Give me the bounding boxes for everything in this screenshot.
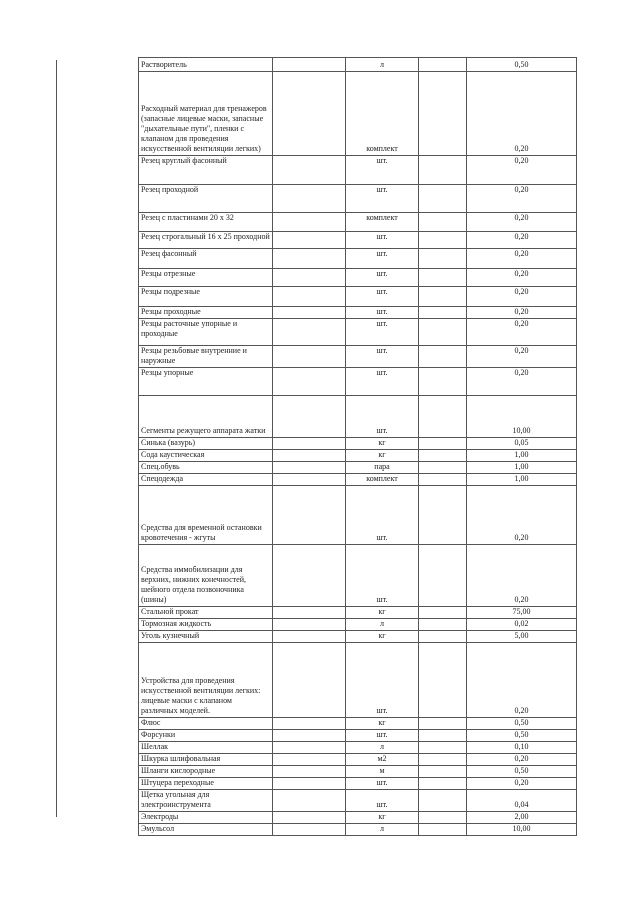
empty-cell: [273, 754, 346, 766]
quantity-cell: 0,50: [467, 766, 577, 778]
material-name-cell: Штуцера переходные: [139, 778, 273, 790]
table-row: [139, 824, 577, 836]
empty-cell: [273, 72, 346, 156]
table-row: [139, 368, 577, 396]
quantity-cell: 0,50: [467, 58, 577, 72]
unit-cell: шт.: [346, 778, 419, 790]
empty-cell: [273, 213, 346, 232]
unit-cell: л: [346, 619, 419, 631]
empty-cell: [273, 742, 346, 754]
table-row: [139, 742, 577, 754]
empty-cell: [273, 824, 346, 836]
unit-cell: шт.: [346, 307, 419, 319]
empty-cell: [273, 486, 346, 545]
unit-cell: шт.: [346, 486, 419, 545]
quantity-cell: 0,20: [467, 545, 577, 607]
empty-cell: [273, 607, 346, 619]
empty-cell: [273, 474, 346, 486]
empty-cell: [273, 185, 346, 213]
empty-cell: [419, 249, 467, 269]
quantity-cell: 0,10: [467, 742, 577, 754]
quantity-cell: 0,20: [467, 185, 577, 213]
empty-cell: [273, 778, 346, 790]
unit-cell: кг: [346, 607, 419, 619]
quantity-cell: 0,20: [467, 346, 577, 368]
empty-cell: [419, 824, 467, 836]
quantity-cell: 0,20: [467, 213, 577, 232]
quantity-cell: 0,20: [467, 72, 577, 156]
empty-cell: [273, 58, 346, 72]
unit-cell: шт.: [346, 396, 419, 438]
table-row: [139, 450, 577, 462]
material-name-cell: Резцы расточные упорные и проходные: [139, 319, 273, 346]
empty-cell: [419, 790, 467, 812]
table-row: [139, 72, 577, 156]
empty-cell: [419, 545, 467, 607]
material-name-cell: Резцы отрезные: [139, 269, 273, 287]
empty-cell: [419, 462, 467, 474]
table-row: [139, 185, 577, 213]
quantity-cell: 0,20: [467, 368, 577, 396]
empty-cell: [419, 474, 467, 486]
material-name-cell: Резец фасонный: [139, 249, 273, 269]
empty-cell: [419, 450, 467, 462]
table-row: [139, 778, 577, 790]
unit-cell: л: [346, 58, 419, 72]
empty-cell: [419, 287, 467, 307]
empty-cell: [273, 643, 346, 718]
table-row: [139, 319, 577, 346]
material-name-cell: Резцы резьбовые внутренние и наружные: [139, 346, 273, 368]
empty-cell: [419, 58, 467, 72]
empty-cell: [419, 346, 467, 368]
table-row: [139, 213, 577, 232]
table-row: [139, 718, 577, 730]
unit-cell: шт.: [346, 368, 419, 396]
unit-cell: шт.: [346, 287, 419, 307]
quantity-cell: 0,20: [467, 486, 577, 545]
table-row: [139, 486, 577, 545]
unit-cell: шт.: [346, 156, 419, 185]
empty-cell: [273, 249, 346, 269]
table-row: [139, 766, 577, 778]
empty-cell: [273, 790, 346, 812]
table-row: [139, 156, 577, 185]
material-name-cell: Резец строгальный 16 х 25 проходной: [139, 232, 273, 249]
quantity-cell: 75,00: [467, 607, 577, 619]
empty-cell: [419, 766, 467, 778]
material-name-cell: Стальной прокат: [139, 607, 273, 619]
table-row: [139, 58, 577, 72]
material-name-cell: Резец проходной: [139, 185, 273, 213]
material-name-cell: Флюс: [139, 718, 273, 730]
quantity-cell: 0,20: [467, 249, 577, 269]
table-row: [139, 790, 577, 812]
materials-table-body: [139, 58, 577, 836]
table-row: [139, 474, 577, 486]
quantity-cell: 0,20: [467, 156, 577, 185]
material-name-cell: Шеллак: [139, 742, 273, 754]
unit-cell: шт.: [346, 790, 419, 812]
material-name-cell: Резец с пластинами 20 х 32: [139, 213, 273, 232]
table-row: [139, 607, 577, 619]
empty-cell: [419, 778, 467, 790]
empty-cell: [273, 718, 346, 730]
unit-cell: кг: [346, 450, 419, 462]
unit-cell: шт.: [346, 232, 419, 249]
quantity-cell: 0,20: [467, 232, 577, 249]
quantity-cell: 0,04: [467, 790, 577, 812]
unit-cell: шт.: [346, 185, 419, 213]
table-row: [139, 287, 577, 307]
table-row: [139, 631, 577, 643]
page-margin-line: [56, 60, 57, 817]
unit-cell: комплект: [346, 213, 419, 232]
quantity-cell: 2,00: [467, 812, 577, 824]
table-row: [139, 619, 577, 631]
unit-cell: л: [346, 824, 419, 836]
empty-cell: [419, 319, 467, 346]
empty-cell: [419, 307, 467, 319]
material-name-cell: Шланги кислородные: [139, 766, 273, 778]
unit-cell: шт.: [346, 269, 419, 287]
empty-cell: [273, 545, 346, 607]
empty-cell: [419, 72, 467, 156]
quantity-cell: 5,00: [467, 631, 577, 643]
quantity-cell: 0,02: [467, 619, 577, 631]
unit-cell: шт.: [346, 319, 419, 346]
empty-cell: [273, 450, 346, 462]
empty-cell: [273, 319, 346, 346]
material-name-cell: Сегменты режущего аппарата жатки: [139, 396, 273, 438]
quantity-cell: 0,50: [467, 730, 577, 742]
quantity-cell: 0,20: [467, 307, 577, 319]
empty-cell: [273, 156, 346, 185]
materials-table: [138, 57, 577, 836]
material-name-cell: Шкурка шлифовальная: [139, 754, 273, 766]
quantity-cell: 0,20: [467, 643, 577, 718]
unit-cell: кг: [346, 718, 419, 730]
empty-cell: [419, 396, 467, 438]
unit-cell: комплект: [346, 474, 419, 486]
empty-cell: [273, 307, 346, 319]
unit-cell: шт.: [346, 545, 419, 607]
empty-cell: [419, 730, 467, 742]
empty-cell: [419, 232, 467, 249]
unit-cell: кг: [346, 812, 419, 824]
material-name-cell: Спецодежда: [139, 474, 273, 486]
unit-cell: шт.: [346, 730, 419, 742]
material-name-cell: Форсунки: [139, 730, 273, 742]
quantity-cell: 0,20: [467, 269, 577, 287]
unit-cell: комплект: [346, 72, 419, 156]
table-row: [139, 269, 577, 287]
material-name-cell: Резцы подрезные: [139, 287, 273, 307]
quantity-cell: 0,20: [467, 778, 577, 790]
table-row: [139, 232, 577, 249]
quantity-cell: 0,20: [467, 287, 577, 307]
empty-cell: [273, 438, 346, 450]
quantity-cell: 0,50: [467, 718, 577, 730]
material-name-cell: Синька (вазурь): [139, 438, 273, 450]
material-name-cell: Резцы проходные: [139, 307, 273, 319]
quantity-cell: 10,00: [467, 396, 577, 438]
empty-cell: [419, 631, 467, 643]
table-row: [139, 462, 577, 474]
empty-cell: [419, 742, 467, 754]
unit-cell: шт.: [346, 249, 419, 269]
empty-cell: [273, 269, 346, 287]
material-name-cell: Уголь кузнечный: [139, 631, 273, 643]
quantity-cell: 1,00: [467, 474, 577, 486]
table-row: [139, 249, 577, 269]
material-name-cell: Тормозная жидкость: [139, 619, 273, 631]
unit-cell: шт.: [346, 346, 419, 368]
quantity-cell: 1,00: [467, 462, 577, 474]
empty-cell: [419, 185, 467, 213]
material-name-cell: Средства для временной остановки кровотечения - жгуты: [139, 486, 273, 545]
unit-cell: пара: [346, 462, 419, 474]
quantity-cell: 1,00: [467, 450, 577, 462]
quantity-cell: 0,20: [467, 319, 577, 346]
empty-cell: [419, 718, 467, 730]
unit-cell: кг: [346, 438, 419, 450]
quantity-cell: 0,20: [467, 754, 577, 766]
table-row: [139, 438, 577, 450]
table-row: [139, 346, 577, 368]
empty-cell: [273, 396, 346, 438]
material-name-cell: Расходный материал для тренажеров (запасные лицевые маски, запасные "дыхательные пути", пленки с клапаном для проведения искусственной вентиляции легких): [139, 72, 273, 156]
empty-cell: [419, 619, 467, 631]
empty-cell: [419, 213, 467, 232]
empty-cell: [273, 287, 346, 307]
material-name-cell: Средства иммобилизации для верхних, нижних конечностей, шейного отдела позвоночника (шины): [139, 545, 273, 607]
empty-cell: [273, 462, 346, 474]
table-row: [139, 730, 577, 742]
empty-cell: [273, 619, 346, 631]
table-row: [139, 812, 577, 824]
quantity-cell: 0,05: [467, 438, 577, 450]
empty-cell: [419, 438, 467, 450]
material-name-cell: Электроды: [139, 812, 273, 824]
empty-cell: [419, 368, 467, 396]
table-row: [139, 545, 577, 607]
empty-cell: [419, 812, 467, 824]
unit-cell: шт.: [346, 643, 419, 718]
table-row: [139, 643, 577, 718]
empty-cell: [419, 754, 467, 766]
unit-cell: м: [346, 766, 419, 778]
empty-cell: [419, 607, 467, 619]
empty-cell: [273, 346, 346, 368]
material-name-cell: Спец.обувь: [139, 462, 273, 474]
empty-cell: [273, 232, 346, 249]
material-name-cell: Растворитель: [139, 58, 273, 72]
empty-cell: [273, 368, 346, 396]
empty-cell: [419, 269, 467, 287]
empty-cell: [419, 156, 467, 185]
material-name-cell: Щетка угольная для электроинструмента: [139, 790, 273, 812]
unit-cell: кг: [346, 631, 419, 643]
material-name-cell: Устройства для проведения искусственной вентиляции легких: лицевые маски с клапаном различных моделей.: [139, 643, 273, 718]
material-name-cell: Эмульсол: [139, 824, 273, 836]
material-name-cell: Резцы упорные: [139, 368, 273, 396]
empty-cell: [273, 631, 346, 643]
empty-cell: [419, 486, 467, 545]
table-row: [139, 396, 577, 438]
empty-cell: [273, 812, 346, 824]
empty-cell: [273, 766, 346, 778]
material-name-cell: Резец круглый фасонный: [139, 156, 273, 185]
unit-cell: м2: [346, 754, 419, 766]
material-name-cell: Сода каустическая: [139, 450, 273, 462]
empty-cell: [273, 730, 346, 742]
table-row: [139, 754, 577, 766]
unit-cell: л: [346, 742, 419, 754]
quantity-cell: 10,00: [467, 824, 577, 836]
empty-cell: [419, 643, 467, 718]
table-row: [139, 307, 577, 319]
